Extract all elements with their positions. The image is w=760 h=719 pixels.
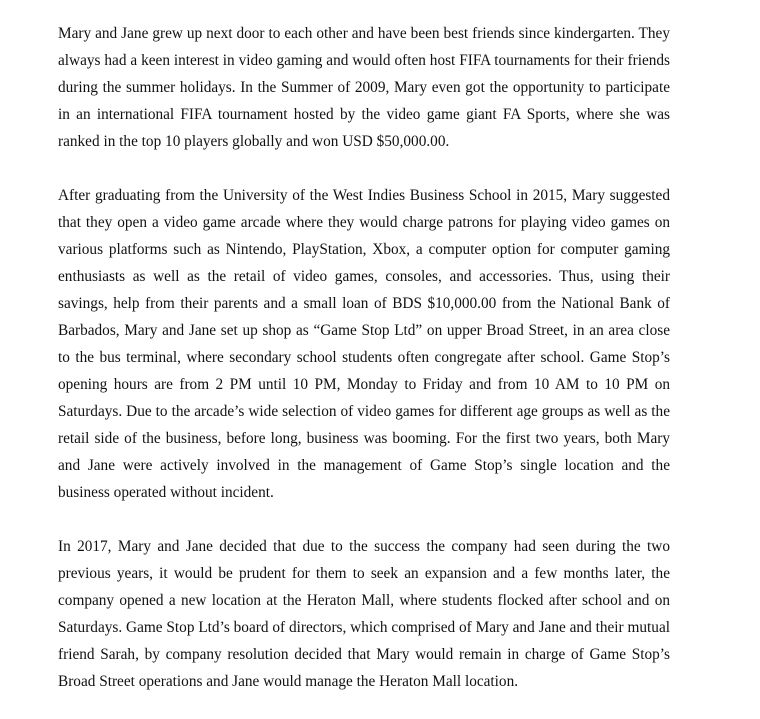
document-body bbox=[58, 20, 670, 695]
paragraph-2: After graduating from the University of the West Indies Business School in 2015, Mary suggested that they open a video game arcade where they would charge patrons for playing video games on various platforms such as Nintendo, PlayStation, Xbox, a computer option for computer gaming enthusiasts as well as the retail of video games, consoles, and accessories. Thus, using their savings, help from their parents and a small loan of BDS $10,000.00 from the National Bank of Barbados, Mary and Jane set up shop as “Game Stop Ltd” on upper Broad Street, in an area close to the bus terminal, where secondary school students often congregate after school. Game Stop’s opening hours are from 2 PM until 10 PM, Monday to Friday and from 10 AM to 10 PM on Saturdays. Due to the arcade’s wide selection of video games for different age groups as well as the retail side of the business, before long, business was booming. For the first two years, both Mary and Jane were actively involved in the management of Game Stop’s single location and the business operated without incident. bbox=[58, 187, 670, 501]
paragraph-3: In 2017, Mary and Jane decided that due to the success the company had seen during the two previous years, it would be prudent for them to seek an expansion and a few months later, the company opened a new location at the Heraton Mall, where students flocked after school and on Saturdays. Game Stop Ltd’s board of directors, which comprised of Mary and Jane and their mutual friend Sarah, by company resolution decided that Mary would remain in charge of Game Stop’s Broad Street operations and Jane would manage the Heraton Mall location. bbox=[58, 538, 670, 690]
paragraph-1: Mary and Jane grew up next door to each other and have been best friends since kindergarten. They always had a keen interest in video gaming and would often host FIFA tournaments for their friends during the summer holidays. In the Summer of 2009, Mary even got the opportunity to participate in an international FIFA tournament hosted by the video game giant FA Sports, where she was ranked in the top 10 players globally and won USD $50,000.00. bbox=[58, 25, 670, 150]
